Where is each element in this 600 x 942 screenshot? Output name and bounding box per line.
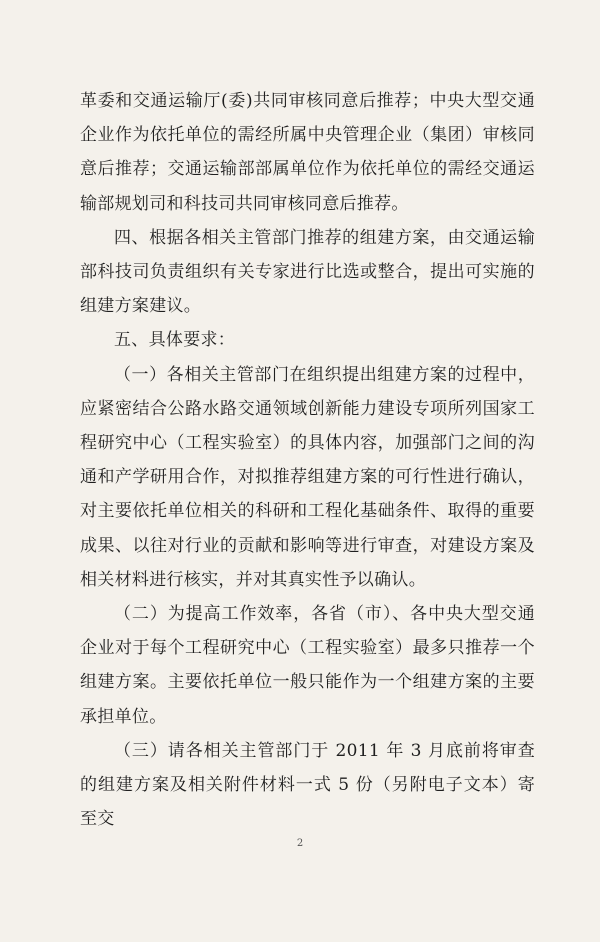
- paragraph-requirement-one: （一）各相关主管部门在组织提出组建方案的过程中，应紧密结合公路水路交通领域创新能力建设专项所列国家工程研究中心（工程实验室）的具体内容，加强部门之间的沟通和产学研用合作，对拟推荐组建方案的可行性进行确认，对主要依托单位相关的科研和工程化基础条件、取得的重要成果、以往对行业的贡献和影响等进行审查，对建设方案及相关材料进行核实，并对其真实性予以确认。: [80, 364, 535, 590]
- paragraph-requirement-three: （三）请各相关主管部门于 2011 年 3 月底前将审查的组建方案及相关附件材料一式 5 份（另附电子文本）寄至交: [80, 740, 535, 830]
- paragraph-section-four: 四、根据各相关主管部门推荐的组建方案，由交通运输部科技司负责组织有关专家进行比选或整合，提出可实施的组建方案建议。: [80, 227, 535, 317]
- page-number: 2: [296, 838, 304, 849]
- paragraph-continuation: 革委和交通运输厅(委)共同审核同意后推荐；中央大型交通企业作为依托单位的需经所属中央管理企业（集团）审核同意后推荐；交通运输部部属单位作为依托单位的需经交通运输部规划司和科技司共同审核同意后推荐。: [80, 91, 535, 214]
- document-body: [80, 84, 535, 836]
- paragraph-requirement-two: （二）为提高工作效率，各省（市）、各中央大型交通企业对于每个工程研究中心（工程实验室）最多只推荐一个组建方案。主要依托单位一般只能作为一个组建方案的主要承担单位。: [80, 604, 535, 727]
- paragraph-section-five-heading: 五、具体要求：: [114, 330, 236, 351]
